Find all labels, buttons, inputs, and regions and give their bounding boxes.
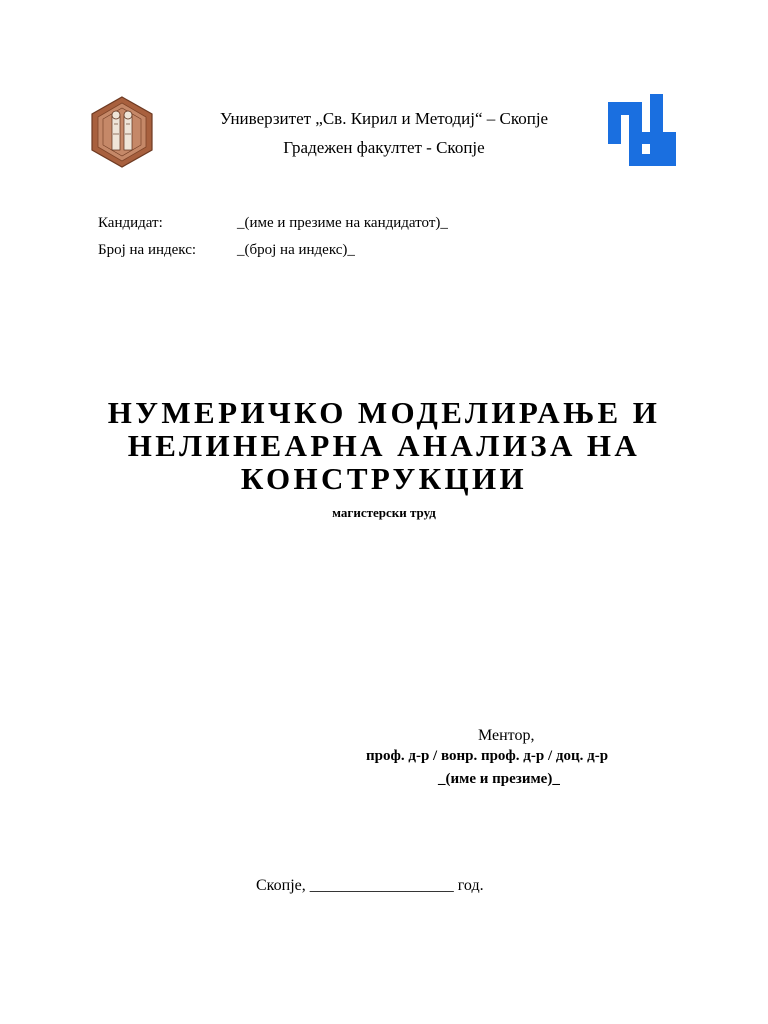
index-number-value: _(број на индекс)_ [237,242,355,258]
university-seal-icon [90,96,154,168]
index-number-label: Број на индекс: [98,242,197,258]
candidate-label: Кандидат: [98,215,163,231]
candidate-value: _(име и презиме на кандидатот)_ [237,215,448,231]
place-and-date: Скопје, __________________ год. [256,877,484,894]
candidate-row [98,214,448,232]
thesis-title-line: НУМЕРИЧКО МОДЕЛИРАЊЕ И [107,395,661,430]
university-name: Универзитет „Св. Кирил и Методиј“ – Скопје [219,109,549,128]
mentor-academic-titles: проф. д-р / вонр. проф. д-р / доц. д-р [366,748,609,764]
index-number-row [98,241,355,259]
thesis-title-line: НЕЛИНЕАРНА АНАЛИЗА НА [127,428,641,463]
faculty-name: Градежен факултет - Скопје [283,138,485,157]
mentor-caption: Ментор, [478,727,535,744]
thesis-title-line: КОНСТРУКЦИИ [240,461,528,496]
faculty-gf-logo-icon [608,94,678,166]
mentor-name: _(име и презиме)_ [438,771,560,787]
thesis-title [60,396,708,495]
thesis-type: магистерски труд [332,505,436,520]
